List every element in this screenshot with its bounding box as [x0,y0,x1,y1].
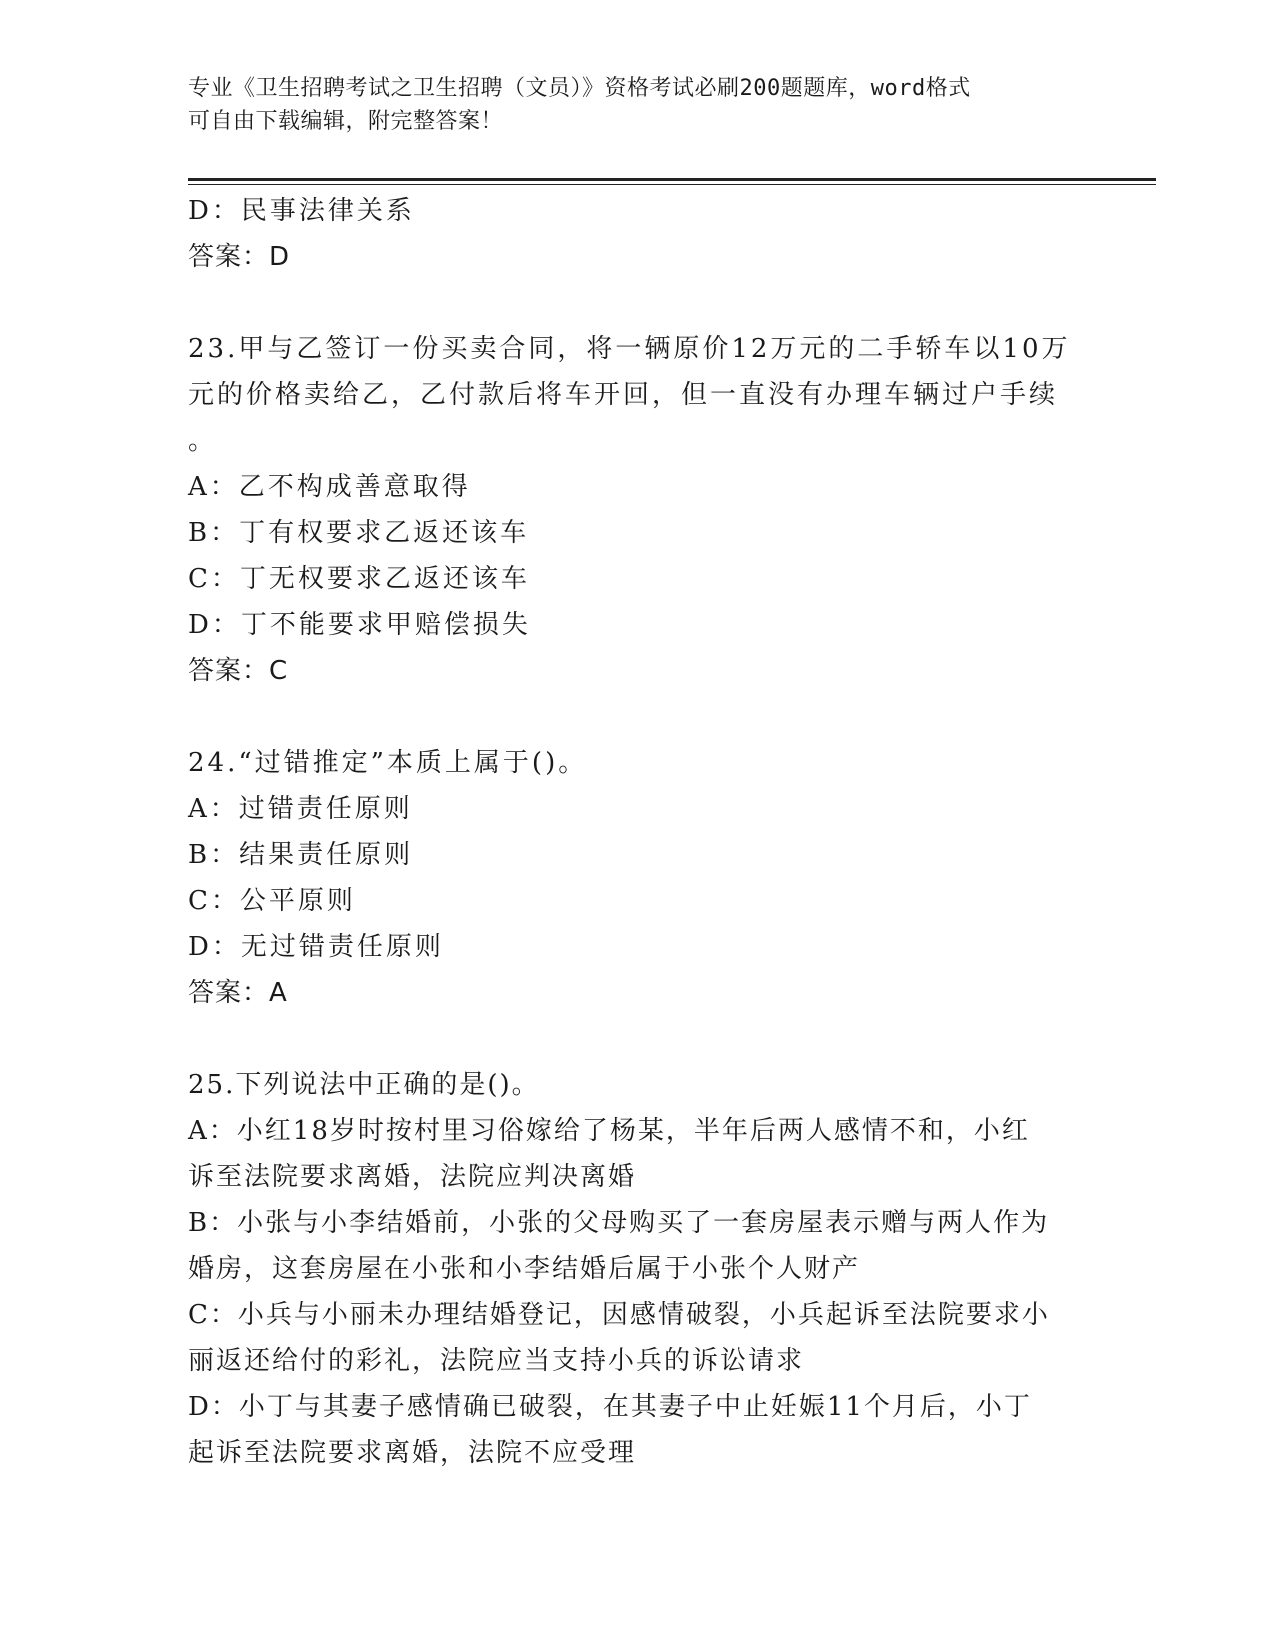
question-stem: 元的价格卖给乙，乙付款后将车开回，但一直没有办理车辆过户手续 [188,380,1059,410]
header-line-2: 可自由下载编辑，附完整答案！ [188,109,504,134]
option-c: C：丁无权要求乙返还该车 [188,564,530,594]
question-25 [188,1062,1088,1476]
option-d-continued: 起诉至法院要求离婚，法院不应受理 [188,1438,637,1468]
option-b: B：小张与小李结婚前，小张的父母购买了一套房屋表示赠与两人作为 [188,1208,1050,1238]
question-stem: 24.“过错推定”本质上属于()。 [188,748,588,778]
option-a: A：乙不构成善意取得 [188,472,471,502]
document-header [188,72,1068,138]
option-d: D：小丁与其妻子感情确已破裂，在其妻子中止妊娠11个月后，小丁 [188,1392,1032,1422]
answer: 答案：D [188,242,291,272]
option-d: D：民事法律关系 [188,196,415,226]
header-rule-thin [188,184,1156,185]
answer: 答案：C [188,656,289,686]
option-a-continued: 诉至法院要求离婚，法院应判决离婚 [188,1162,637,1192]
option-c: C：小兵与小丽未办理结婚登记，因感情破裂，小兵起诉至法院要求小 [188,1300,1050,1330]
option-b-continued: 婚房，这套房屋在小张和小李结婚后属于小张个人财产 [188,1254,861,1284]
question-23 [188,326,1088,694]
option-d: D：无过错责任原则 [188,932,444,962]
option-a: A：小红18岁时按村里习俗嫁给了杨某，半年后两人感情不和，小红 [188,1116,1030,1146]
question-stem: 23.甲与乙签订一份买卖合同，将一辆原价12万元的二手轿车以10万 [188,334,1071,364]
header-line-1: 专业《卫生招聘考试之卫生招聘（文员）》资格考试必刷200题题库，word格式 [188,76,971,101]
question-22-tail [188,188,1088,280]
option-c: C：公平原则 [188,886,356,916]
question-stem: 。 [188,426,218,456]
option-a: A：过错责任原则 [188,794,413,824]
option-d: D：丁不能要求甲赔偿损失 [188,610,531,640]
header-rule-thick [188,178,1156,181]
option-c-continued: 丽返还给付的彩礼，法院应当支持小兵的诉讼请求 [188,1346,805,1376]
option-b: B：丁有权要求乙返还该车 [188,518,530,548]
question-stem: 25.下列说法中正确的是()。 [188,1070,540,1100]
document-body [188,188,1088,1476]
question-24 [188,740,1088,1016]
answer: 答案：A [188,978,288,1008]
option-b: B：结果责任原则 [188,840,414,870]
